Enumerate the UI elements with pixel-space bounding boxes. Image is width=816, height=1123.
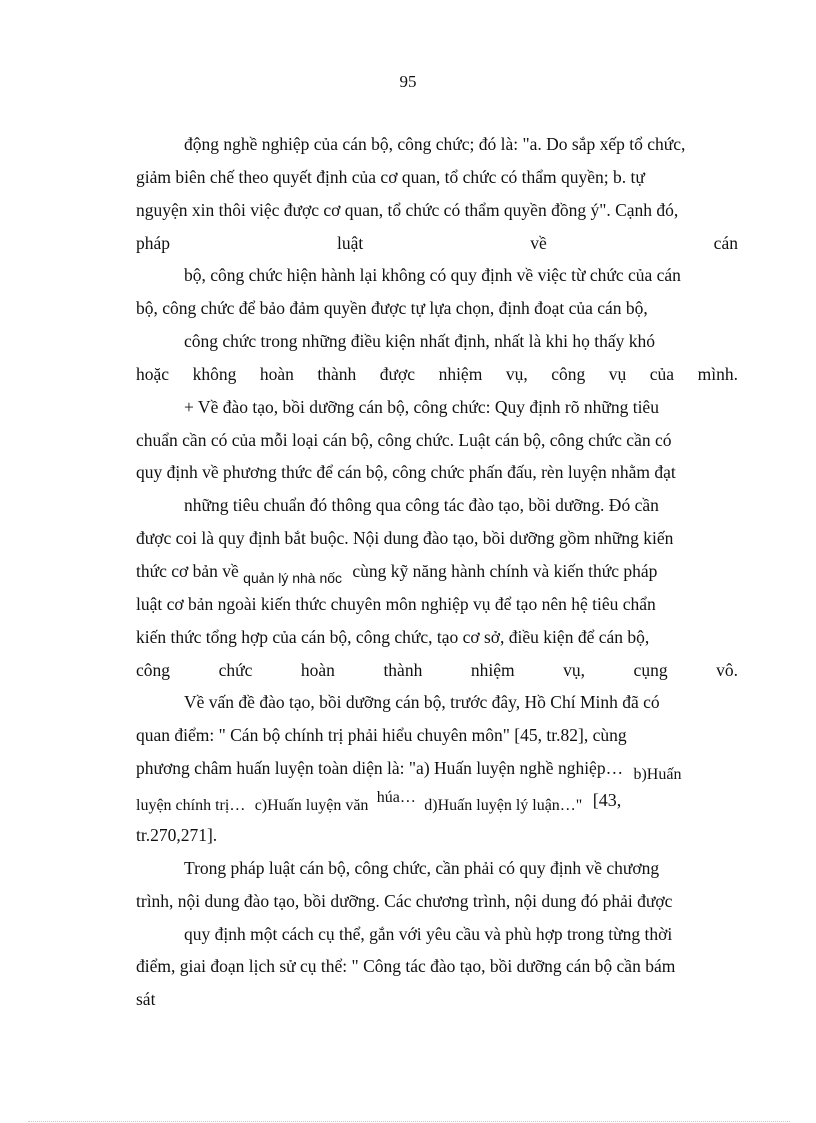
word: được xyxy=(379,364,416,384)
text-line xyxy=(136,232,738,254)
word: nhiệm xyxy=(470,660,515,680)
word: cụng xyxy=(633,660,668,680)
page-number: 95 xyxy=(399,72,417,91)
word: luật xyxy=(336,233,364,253)
word: vụ, xyxy=(505,364,528,384)
word: pháp xyxy=(136,233,171,253)
word: nhiệm xyxy=(438,364,483,384)
word: vô. xyxy=(716,660,738,680)
text-line: bộ, công chức hiện hành lại không có quy định về việc từ chức của cán xyxy=(184,265,681,285)
word: vụ xyxy=(608,364,627,384)
text-line: chuẩn cần có của mỗi loại cán bộ, công chức. Luật cán bộ, công chức cần có xyxy=(136,430,672,450)
text-line: được coi là quy định bắt buộc. Nội dung đào tạo, bồi dưỡng gồm những kiến xyxy=(136,528,674,548)
text-line xyxy=(136,560,738,586)
text-fragment: cùng kỹ năng hành chính và kiến thức pháp xyxy=(352,561,658,581)
word: hoàn xyxy=(300,660,335,680)
text-line xyxy=(136,789,738,817)
text-fragment: [43, xyxy=(592,790,622,810)
word: chức xyxy=(218,660,253,680)
text-fragment: d)Huấn luyện lý luận…" xyxy=(424,797,583,814)
text-line: điểm, giai đoạn lịch sử cụ thể: " Công tác đào tạo, bồi dưỡng cán bộ cần bám xyxy=(136,956,676,976)
text-line: nguyện xin thôi việc được cơ quan, tổ chức có thẩm quyền đồng ý". Cạnh đó, xyxy=(136,200,679,220)
word: thành xyxy=(317,364,357,384)
text-line: bộ, công chức để bảo đảm quyền được tự lựa chọn, định đoạt của cán bộ, xyxy=(136,298,648,318)
text-line: tr.270,271]. xyxy=(136,825,218,845)
text-line: công chức trong những điều kiện nhất định, nhất là khi họ thấy khó xyxy=(184,331,655,351)
text-line: quy định về phương thức để cán bộ, công chức phấn đấu, rèn luyện nhằm đạt xyxy=(136,462,676,482)
word: không xyxy=(192,364,237,384)
text-line: Về vấn đề đào tạo, bồi dưỡng cán bộ, trước đây, Hồ Chí Minh đã có xyxy=(184,692,660,712)
text-line: động nghề nghiệp của cán bộ, công chức; đó là: "a. Do sắp xếp tổ chức, xyxy=(184,134,686,154)
text-fragment: thức cơ bản về xyxy=(136,561,239,581)
word: vụ, xyxy=(563,660,586,680)
word: thành xyxy=(383,660,423,680)
text-line: giảm biên chế theo quyết định của cơ quan, tổ chức có thẩm quyền; b. tự xyxy=(136,167,645,187)
word: mình. xyxy=(697,364,738,384)
text-line: luật cơ bản ngoài kiến thức chuyên môn nghiệp vụ để tạo nên hệ tiêu chẩn xyxy=(136,594,656,614)
text-fragment: c)Huấn luyện văn xyxy=(254,797,369,814)
text-line: + Về đào tạo, bồi dưỡng cán bộ, công chức: Quy định rõ những tiêu xyxy=(184,397,659,417)
text-line: Trong pháp luật cán bộ, công chức, cần phải có quy định về chương xyxy=(184,858,660,878)
footer-divider xyxy=(28,1121,790,1122)
text-line xyxy=(136,757,738,781)
text-line: kiến thức tổng hợp của cán bộ, công chức, tạo cơ sở, điều kiện để cán bộ, xyxy=(136,627,650,647)
text-line xyxy=(136,659,738,681)
word: công xyxy=(551,364,586,384)
text-line: quan điểm: " Cán bộ chính trị phải hiểu chuyên môn" [45, tr.82], cùng xyxy=(136,725,627,745)
word: cán xyxy=(713,233,738,253)
word: công xyxy=(136,660,171,680)
text-fragment: luyện chính trị… xyxy=(136,797,246,814)
text-line xyxy=(136,363,738,385)
text-line: quy định một cách cụ thể, gắn với yêu cầu và phù hợp trong từng thời xyxy=(184,924,673,944)
word: của xyxy=(649,364,675,384)
word: về xyxy=(530,233,547,253)
word: hoàn xyxy=(259,364,294,384)
text-line: sát xyxy=(136,989,156,1009)
text-fragment: phương châm huấn luyện toàn diện là: "a) Huấn luyện nghề nghiệp… xyxy=(136,758,624,778)
text-fragment: b)Huấn xyxy=(633,766,682,783)
word: hoặc xyxy=(136,364,170,384)
text-line: những tiêu chuẩn đó thông qua công tác đào tạo, bồi dưỡng. Đó cần xyxy=(184,495,659,515)
text-fragment: húa… xyxy=(376,789,416,806)
text-line: trình, nội dung đào tạo, bồi dưỡng. Các chương trình, nội dung đó phải được xyxy=(136,891,673,911)
text-fragment: quản lý nhà nốc xyxy=(243,570,343,586)
